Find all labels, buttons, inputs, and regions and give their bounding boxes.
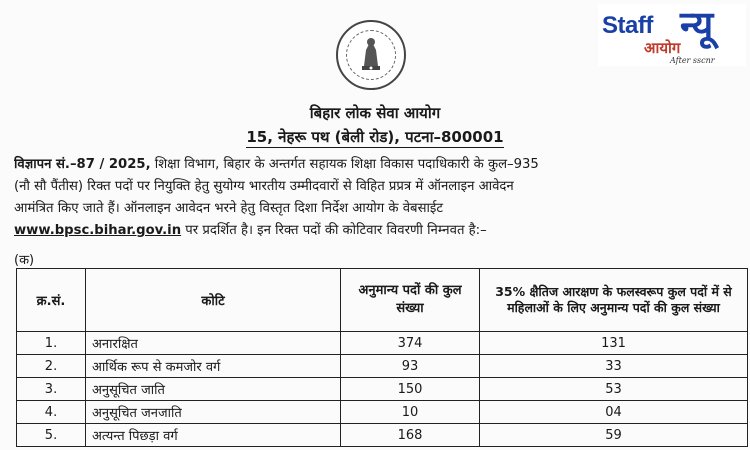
notice-paragraph: विज्ञापन सं.–87 / 2025, शिक्षा विभाग, बिहार के अन्तर्गत सहायक शिक्षा विकास पदाधिकारी के कुल–935 (नौ सौ पैंतीस) रिक्त पदों पर नियुक्ति हेतु सुयोग्य भारतीय उम्मीदवारों से विहित प्रप्रत्र में ऑनलाइन आवेदन आमंत्रित किए जाते हैं। ऑनलाइन आवेदन भरने हेतु विस्तृत दिशा निर्देश आयोग के वेबसाईट www.bpsc.bihar.gov.in पर प्रदर्शित है। इन रिक्त पदों की कोटिवार विवरणी निम्नवत है:– (14, 157, 539, 238)
header-category: कोटि (86, 269, 341, 332)
org-address: 15, नेहरू पथ (बेली रोड), पटना–800001 (246, 128, 504, 146)
staff-nyu-aayog-logo (598, 4, 746, 66)
table-header-row (17, 269, 748, 332)
advertisement-number: विज्ञापन सं.–87 / 2025, (14, 157, 151, 172)
table-row: 5. अत्यन्त पिछड़ा वर्ग 168 59 (17, 424, 748, 447)
website-link[interactable]: www.bpsc.bihar.gov.in (14, 223, 182, 238)
section-label: (क) (14, 253, 35, 268)
logo-brand-en: Staff (602, 12, 653, 39)
header-women-posts: 35% क्षैतिज आरक्षण के फलस्वरूप कुल पदों में से महिलाओं के लिए अनुमान्य पदों की कुल संख्या (480, 269, 748, 332)
table-row: 1. अनारक्षित 374 131 (17, 332, 748, 355)
logo-brand-sub: आयोग (644, 39, 681, 57)
logo-brand-hi: न्यू (680, 3, 714, 47)
header-sno: क्र.सं. (17, 269, 86, 332)
logo-tagline: After sscnr (670, 56, 715, 65)
table-row: 4. अनुसूचित जनजाति 10 04 (17, 401, 748, 424)
table-row: 2. आर्थिक रूप से कमजोर वर्ग 93 33 (17, 355, 748, 378)
vacancy-table (16, 268, 748, 447)
org-title: बिहार लोक सेवा आयोग (309, 104, 441, 122)
table-row: 3. अनुसूचित जाति 150 53 (17, 378, 748, 401)
header-total-posts: अनुमान्य पदों की कुल संख्या (341, 269, 480, 332)
bpsc-emblem (336, 20, 406, 90)
